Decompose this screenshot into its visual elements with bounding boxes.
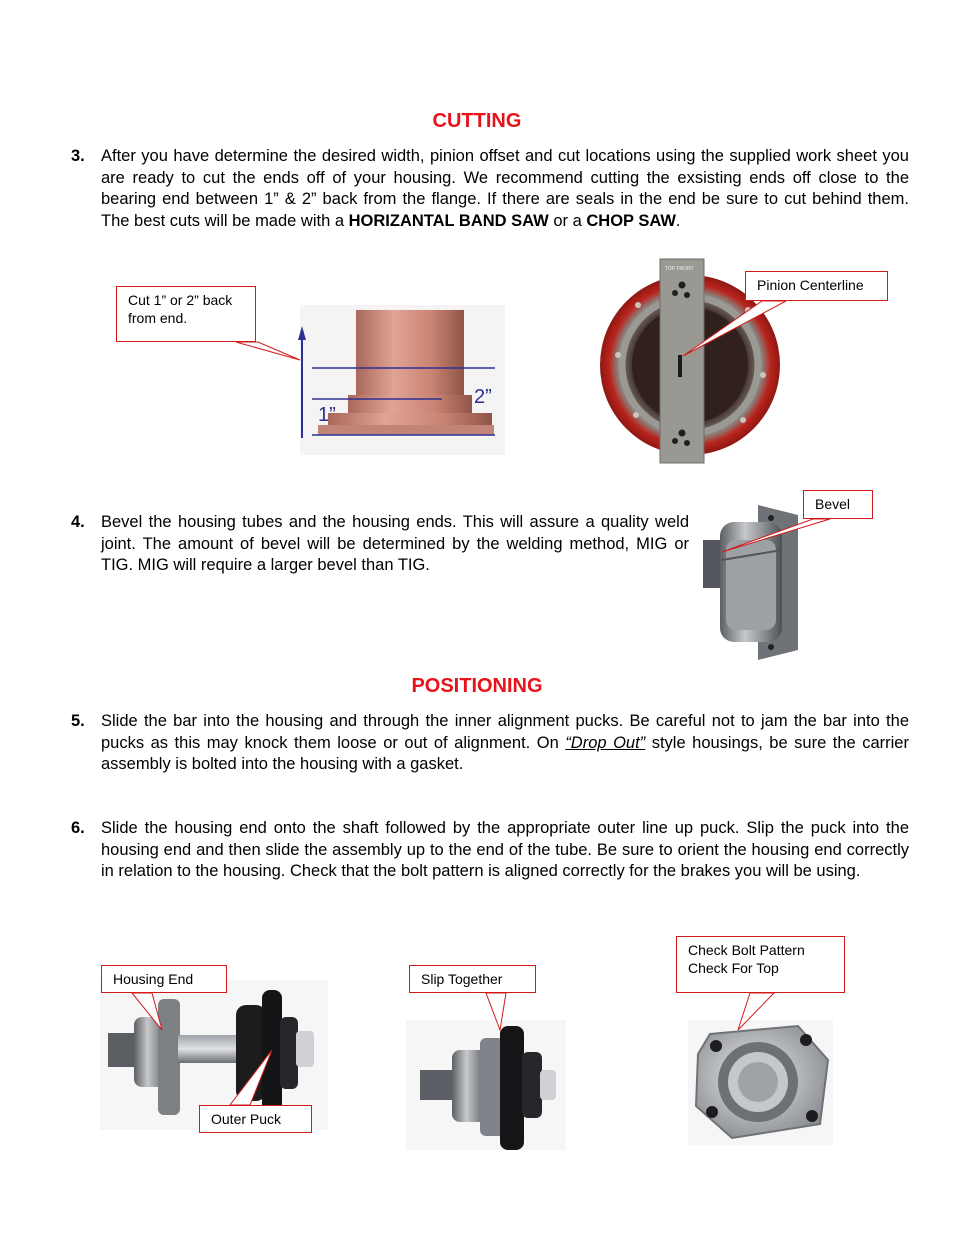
flange-top-figure <box>688 1020 833 1145</box>
cut-callout-line2: from end. <box>128 310 188 326</box>
step-number: 6. <box>71 819 85 837</box>
pinion-callout <box>745 271 888 301</box>
two-inch-label: 2” <box>474 386 492 408</box>
step-6 <box>71 818 909 883</box>
one-inch-label: 1” <box>318 404 336 426</box>
chop-saw-term: CHOP SAW <box>586 212 676 231</box>
outer-puck-callout-text: Outer Puck <box>211 1111 282 1127</box>
step-4-text: Bevel the housing tubes and the housing ends. This will assure a quality weld joint. The amount of bevel will be determined by the welding method, MIG or TIG. MIG will require a larger bevel than TIG. <box>101 513 689 575</box>
step-6-text: Slide the housing end onto the shaft followed by the appropriate outer line up puck. Slip the puck into the housing end and then slide the assembly up to the end of the tube. Be sure to orient the housing end correctly in relation to the housing. Check that the bolt pattern is aligned correctly for the brakes you will be using. <box>101 819 909 881</box>
step-number: 5. <box>71 712 85 730</box>
step-4 <box>71 512 689 577</box>
outer-puck-callout <box>199 1105 312 1133</box>
cut-callout-line1: Cut 1” or 2” back <box>128 292 233 308</box>
check-bolt-callout-line1: Check Bolt Pattern <box>688 942 805 958</box>
step-number: 3. <box>71 147 85 165</box>
band-saw-term: HORIZANTAL BAND SAW <box>348 212 549 231</box>
cut-callout <box>116 286 256 342</box>
pinion-callout-text: Pinion Centerline <box>757 277 864 293</box>
slip-together-callout-text: Slip Together <box>421 971 503 987</box>
drop-out-term: “Drop Out” <box>565 733 646 752</box>
plate-marking: TOP FRONT <box>665 266 694 272</box>
positioning-heading: POSITIONING <box>411 675 543 697</box>
step-3: 3. After you have determine the desired width, pinion offset and cut locations using the supplied work sheet you are ready to cut the ends off of your housing. We recommend cutting the exsisting ends off close to the bearing end between 1” & 2” back from the flange. If there are seals in the end be sure to cut behind them. The best cuts will be made with a HORIZANTAL BAND SAW or a CHOP SAW. <box>71 147 909 231</box>
check-bolt-callout <box>676 936 845 993</box>
bevel-callout-text: Bevel <box>815 496 851 512</box>
housing-end-callout-text: Housing End <box>113 971 194 987</box>
step-5: 5. Slide the bar into the housing and through the inner alignment pucks. Be careful not to jam the bar into the pucks as this may knock them loose or out of alignment. On “Drop Out” style housings, be sure the carrier assembly is bolted into the housing with a gasket. <box>71 712 909 774</box>
step-3-text: After you have determine the desired width, pinion offset and cut locations using the supplied work sheet you are ready to cut the ends off of your housing. We recommend cutting the exsisting ends off close to the bearing end between 1” & 2” back from the flange. If there are seals in the end be sure to cut behind them. The best cuts will be made with a <box>101 147 909 231</box>
step-number: 4. <box>71 513 85 531</box>
check-bolt-callout-line2: Check For Top <box>688 960 779 976</box>
bevel-callout <box>803 490 873 519</box>
tube-cut-figure <box>290 300 515 460</box>
step-5-text: Slide the bar into the housing and through the inner alignment pucks. Be careful not to jam the bar into the pucks as this may knock them loose or out of alignment. On <box>101 712 909 752</box>
bevel-figure <box>698 500 833 665</box>
slip-together-figure <box>406 1020 566 1155</box>
cutting-heading: CUTTING <box>432 110 522 132</box>
housing-end-callout <box>101 965 227 993</box>
slip-together-callout <box>409 965 536 993</box>
